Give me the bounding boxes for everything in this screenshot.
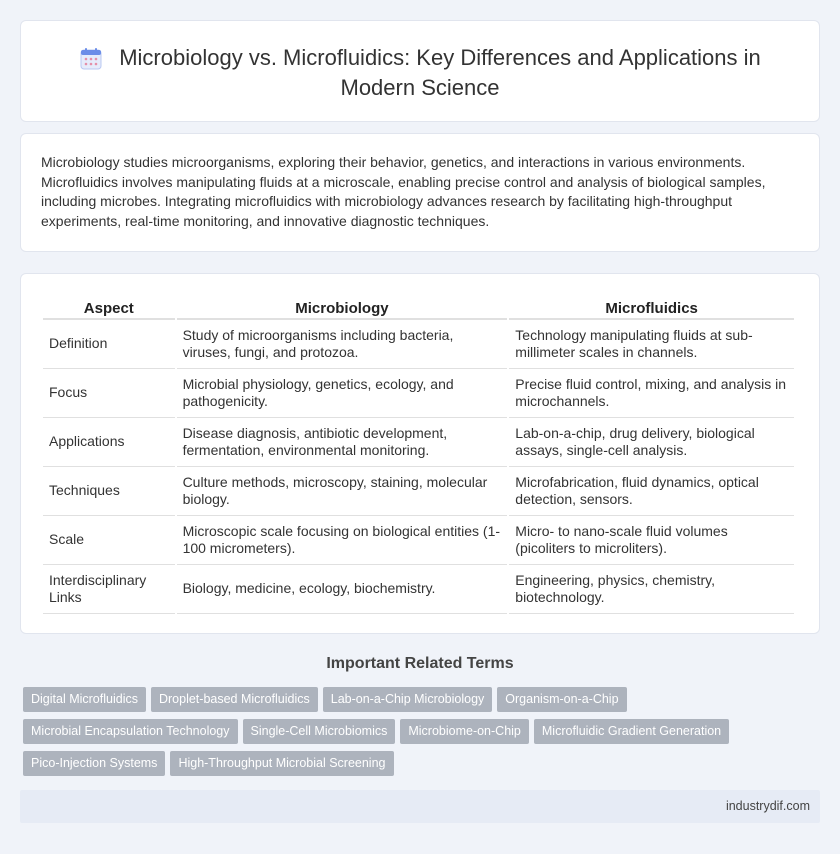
table-row [43,467,794,516]
related-terms-heading: Important Related Terms [326,655,514,672]
intro-card [20,133,820,252]
tag-row [23,751,823,783]
tag-organism-on-a-chip[interactable]: Organism-on-a-Chip [497,687,626,712]
tag-row [23,719,823,751]
cell-microbiology: Study of microorganisms including bacteria, viruses, fungi, and protozoa. [177,320,508,369]
footer [20,790,820,823]
tag-high-throughput-microbial-screening[interactable]: High-Throughput Microbial Screening [170,751,393,776]
table-row [43,320,794,369]
cell-aspect: Scale [43,516,175,565]
header-microbiology: Microbiology [177,296,508,320]
cell-microfluidics: Precise fluid control, mixing, and analysis in microchannels. [509,369,794,418]
table-row [43,565,794,614]
tag-row [23,687,823,719]
intro-paragraph: Microbiology studies microorganisms, exploring their behavior, genetics, and interactions in various environments. Microfluidics involves manipulating fluids at a microscale, enabling precise control and analysis of biological samples, including microbes. Integrating microfluidics with microbiology advances research by facilitating high-throughput experiments, real-time monitoring, and innovative diagnostic techniques. [41,154,766,229]
cell-microfluidics: Micro- to nano-scale fluid volumes (picoliters to microliters). [509,516,794,565]
tag-microbiome-on-chip[interactable]: Microbiome-on-Chip [400,719,529,744]
cell-microbiology: Microscopic scale focusing on biological entities (1-100 micrometers). [177,516,508,565]
footer-site-link[interactable]: industrydif.com [725,799,810,813]
cell-microbiology: Biology, medicine, ecology, biochemistry. [177,565,508,614]
table-row [43,516,794,565]
tag-pico-injection-systems[interactable]: Pico-Injection Systems [23,751,165,776]
comparison-table [41,296,796,614]
table-header-row [43,296,794,320]
title-card [20,20,820,122]
cell-microbiology: Culture methods, microscopy, staining, molecular biology. [177,467,508,516]
cell-microbiology: Disease diagnosis, antibiotic development, fermentation, environmental monitoring. [177,418,508,467]
cell-aspect: Techniques [43,467,175,516]
header-aspect: Aspect [43,296,175,320]
cell-microfluidics: Engineering, physics, chemistry, biotechnology. [509,565,794,614]
table-row [43,369,794,418]
cell-aspect: Definition [43,320,175,369]
calendar-icon [79,47,103,71]
cell-aspect: Focus [43,369,175,418]
page-title: Microbiology vs. Microfluidics: Key Differences and Applications in Modern Science [119,45,761,100]
title-wrap [21,43,819,103]
cell-microfluidics: Lab-on-a-chip, drug delivery, biological assays, single-cell analysis. [509,418,794,467]
tag-single-cell-microbiomics[interactable]: Single-Cell Microbiomics [243,719,396,744]
related-terms-tags [23,687,823,783]
cell-aspect: Interdisciplinary Links [43,565,175,614]
header-microfluidics: Microfluidics [509,296,794,320]
cell-microbiology: Microbial physiology, genetics, ecology, and pathogenicity. [177,369,508,418]
comparison-card [20,273,820,634]
tag-microfluidic-gradient-generation[interactable]: Microfluidic Gradient Generation [534,719,729,744]
cell-microfluidics: Technology manipulating fluids at sub-millimeter scales in channels. [509,320,794,369]
tag-digital-microfluidics[interactable]: Digital Microfluidics [23,687,146,712]
tag-lab-on-a-chip-microbiology[interactable]: Lab-on-a-Chip Microbiology [323,687,493,712]
tag-droplet-based-microfluidics[interactable]: Droplet-based Microfluidics [151,687,318,712]
tag-microbial-encapsulation-technology[interactable]: Microbial Encapsulation Technology [23,719,238,744]
cell-aspect: Applications [43,418,175,467]
cell-microfluidics: Microfabrication, fluid dynamics, optical detection, sensors. [509,467,794,516]
table-row [43,418,794,467]
